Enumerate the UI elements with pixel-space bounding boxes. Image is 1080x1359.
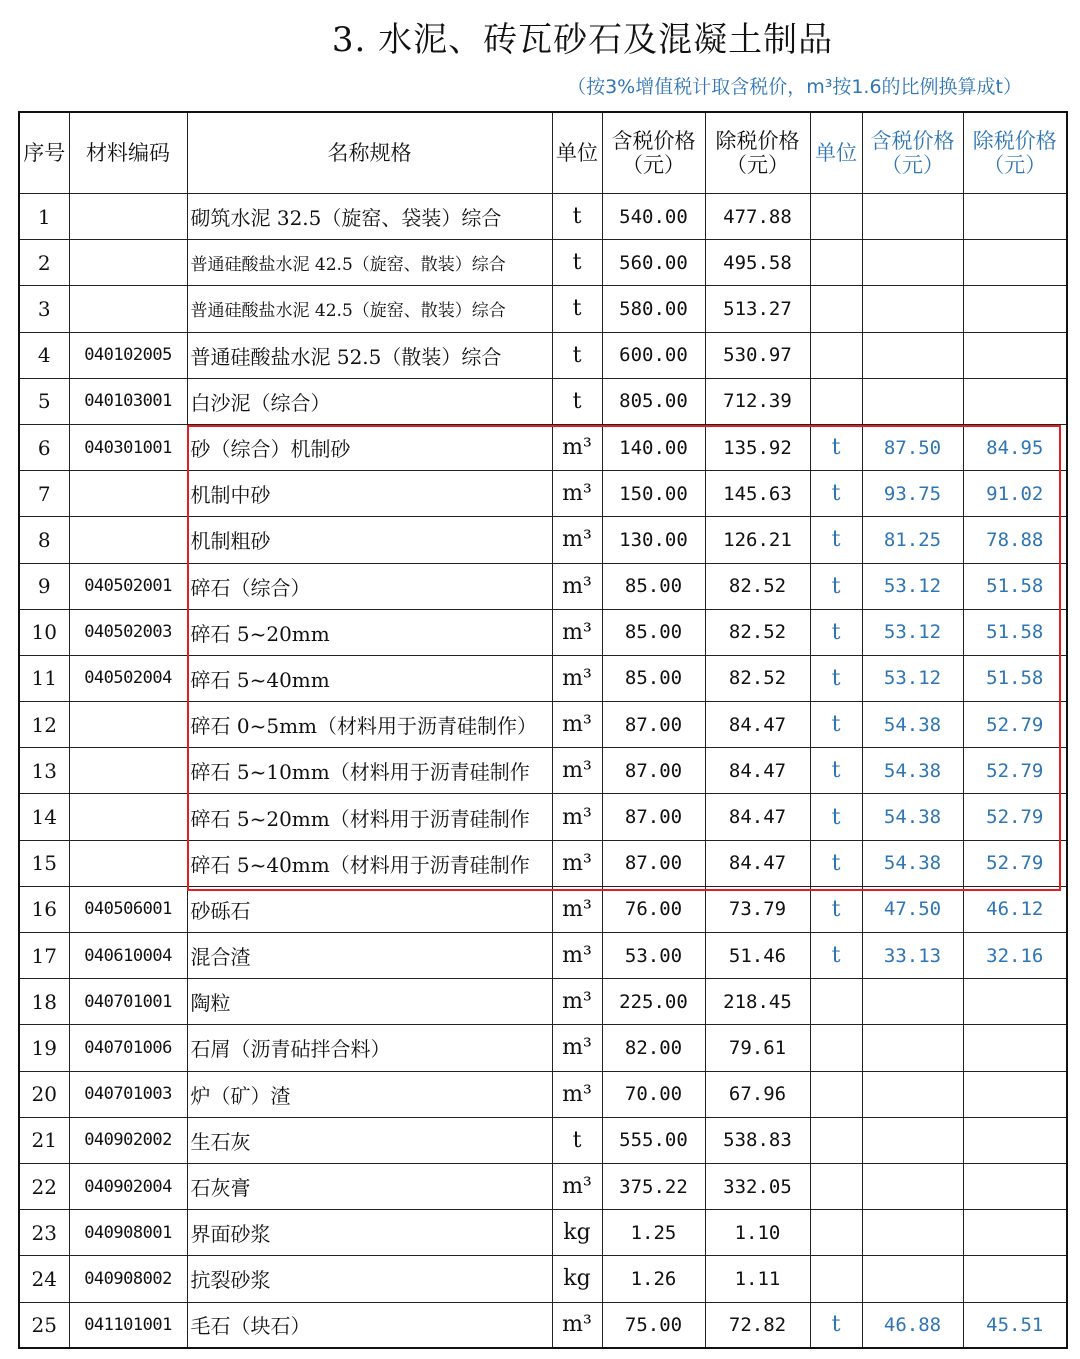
cell-code: 040502004 <box>69 655 187 701</box>
cell-idx: 19 <box>19 1025 69 1071</box>
cell-price-notax: 51.46 <box>705 933 810 979</box>
cell-code: 041101001 <box>69 1302 187 1348</box>
table-row <box>19 240 1067 286</box>
cell-price-tax2 <box>862 1210 963 1256</box>
cell-price-tax: 70.00 <box>602 1071 705 1117</box>
cell-price-notax2 <box>963 1117 1067 1163</box>
cell-price-notax2: 46.12 <box>963 886 1067 932</box>
cell-price-tax2: 47.50 <box>862 886 963 932</box>
cell-price-notax2: 52.79 <box>963 794 1067 840</box>
cell-price-tax2 <box>862 194 963 240</box>
cell-price-notax2 <box>963 1210 1067 1256</box>
cell-name: 碎石 5~20mm <box>187 609 552 655</box>
cell-idx: 8 <box>19 517 69 563</box>
cell-unit: kg <box>552 1210 602 1256</box>
cell-price-notax2: 51.58 <box>963 563 1067 609</box>
cell-unit: m³ <box>552 1025 602 1071</box>
cell-idx: 13 <box>19 748 69 794</box>
cell-price-notax: 84.47 <box>705 702 810 748</box>
cell-name: 界面砂浆 <box>187 1210 552 1256</box>
cell-name: 普通硅酸盐水泥 42.5（旋窑、散装）综合 <box>187 286 552 332</box>
cell-price-notax: 67.96 <box>705 1071 810 1117</box>
cell-name: 普通硅酸盐水泥 52.5（散装）综合 <box>187 332 552 378</box>
cell-idx: 18 <box>19 979 69 1025</box>
cell-unit2 <box>810 1163 862 1209</box>
cell-idx: 24 <box>19 1256 69 1302</box>
cell-name: 陶粒 <box>187 979 552 1025</box>
cell-name: 生石灰 <box>187 1117 552 1163</box>
table-row <box>19 1025 1067 1071</box>
cell-price-tax2: 54.38 <box>862 794 963 840</box>
cell-idx: 15 <box>19 840 69 886</box>
cell-code <box>69 471 187 517</box>
cell-price-notax: 84.47 <box>705 748 810 794</box>
cell-price-notax2 <box>963 1256 1067 1302</box>
cell-price-notax: 1.11 <box>705 1256 810 1302</box>
cell-idx: 1 <box>19 194 69 240</box>
cell-price-notax: 530.97 <box>705 332 810 378</box>
table-row <box>19 563 1067 609</box>
cell-price-tax: 85.00 <box>602 563 705 609</box>
cell-unit2 <box>810 378 862 424</box>
cell-price-notax: 145.63 <box>705 471 810 517</box>
table-row <box>19 748 1067 794</box>
table-row <box>19 1210 1067 1256</box>
cell-unit2: t <box>810 563 862 609</box>
cell-price-notax2 <box>963 378 1067 424</box>
cell-price-notax2 <box>963 332 1067 378</box>
cell-name: 机制粗砂 <box>187 517 552 563</box>
cell-price-tax2: 54.38 <box>862 748 963 794</box>
cell-price-notax: 538.83 <box>705 1117 810 1163</box>
cell-name: 混合渣 <box>187 933 552 979</box>
header-price-tax <box>602 112 705 194</box>
cell-unit2: t <box>810 655 862 701</box>
cell-unit2 <box>810 1210 862 1256</box>
cell-code <box>69 794 187 840</box>
cell-idx: 17 <box>19 933 69 979</box>
cell-unit2 <box>810 194 862 240</box>
cell-price-notax: 82.52 <box>705 655 810 701</box>
cell-name: 炉（矿）渣 <box>187 1071 552 1117</box>
cell-price-tax2: 53.12 <box>862 609 963 655</box>
cell-unit: t <box>552 332 602 378</box>
cell-price-notax2: 32.16 <box>963 933 1067 979</box>
header-name: 名称规格 <box>187 112 552 194</box>
cell-unit2 <box>810 979 862 1025</box>
cell-price-tax: 1.25 <box>602 1210 705 1256</box>
table-header-row <box>19 112 1067 194</box>
cell-name: 石灰膏 <box>187 1163 552 1209</box>
cell-code: 040902002 <box>69 1117 187 1163</box>
cell-price-tax2 <box>862 1025 963 1071</box>
cell-price-tax: 87.00 <box>602 748 705 794</box>
cell-price-notax2: 51.58 <box>963 655 1067 701</box>
cell-price-notax2: 84.95 <box>963 424 1067 470</box>
header-price-tax-text: 含税价格（元） <box>611 129 696 177</box>
cell-price-notax2 <box>963 194 1067 240</box>
cell-price-notax: 84.47 <box>705 840 810 886</box>
cell-unit2 <box>810 1071 862 1117</box>
cell-code: 040701001 <box>69 979 187 1025</box>
cell-unit: m³ <box>552 1071 602 1117</box>
header-price-notax2 <box>963 112 1067 194</box>
cell-price-tax2: 33.13 <box>862 933 963 979</box>
page-title: 3. 水泥、砖瓦砂石及混凝土制品 <box>331 20 834 60</box>
cell-code: 040908001 <box>69 1210 187 1256</box>
header-price-tax2 <box>862 112 963 194</box>
cell-price-tax2 <box>862 1071 963 1117</box>
cell-idx: 14 <box>19 794 69 840</box>
cell-code: 040103001 <box>69 378 187 424</box>
cell-idx: 20 <box>19 1071 69 1117</box>
table-row <box>19 471 1067 517</box>
table-row <box>19 1256 1067 1302</box>
cell-price-tax: 75.00 <box>602 1302 705 1348</box>
cell-unit: t <box>552 378 602 424</box>
cell-code: 040610004 <box>69 933 187 979</box>
cell-idx: 11 <box>19 655 69 701</box>
cell-idx: 22 <box>19 1163 69 1209</box>
table-row <box>19 1071 1067 1117</box>
table-row <box>19 1117 1067 1163</box>
table-row <box>19 286 1067 332</box>
cell-name: 碎石 5~10mm（材料用于沥青硅制作 <box>187 748 552 794</box>
cell-name: 砂（综合）机制砂 <box>187 424 552 470</box>
cell-name: 毛石（块石） <box>187 1302 552 1348</box>
table-row <box>19 1163 1067 1209</box>
cell-price-tax2 <box>862 286 963 332</box>
cell-unit: m³ <box>552 609 602 655</box>
cell-unit2 <box>810 240 862 286</box>
cell-idx: 3 <box>19 286 69 332</box>
cell-price-tax: 76.00 <box>602 886 705 932</box>
cell-idx: 12 <box>19 702 69 748</box>
cell-name: 碎石（综合） <box>187 563 552 609</box>
cell-unit2 <box>810 1117 862 1163</box>
cell-price-notax: 332.05 <box>705 1163 810 1209</box>
price-table <box>18 111 1068 1349</box>
cell-unit: t <box>552 240 602 286</box>
table-body <box>19 194 1067 1349</box>
cell-idx: 4 <box>19 332 69 378</box>
cell-unit2 <box>810 1256 862 1302</box>
cell-price-notax2 <box>963 240 1067 286</box>
cell-price-tax: 130.00 <box>602 517 705 563</box>
cell-idx: 21 <box>19 1117 69 1163</box>
cell-unit2: t <box>810 840 862 886</box>
table-row <box>19 1302 1067 1348</box>
cell-unit: m³ <box>552 886 602 932</box>
cell-price-tax2: 81.25 <box>862 517 963 563</box>
cell-unit: m³ <box>552 471 602 517</box>
table-row <box>19 840 1067 886</box>
cell-unit2: t <box>810 1302 862 1348</box>
cell-price-notax: 79.61 <box>705 1025 810 1071</box>
cell-price-notax: 1.10 <box>705 1210 810 1256</box>
cell-idx: 23 <box>19 1210 69 1256</box>
cell-price-tax2 <box>862 332 963 378</box>
cell-price-notax: 73.79 <box>705 886 810 932</box>
header-code: 材料编码 <box>69 112 187 194</box>
cell-price-notax: 495.58 <box>705 240 810 286</box>
cell-code <box>69 840 187 886</box>
cell-price-notax: 712.39 <box>705 378 810 424</box>
conversion-note: （按3%增值税计取含税价，m³按1.6的比例换算成t） <box>567 76 1022 98</box>
header-unit2: 单位 <box>810 112 862 194</box>
cell-price-notax: 82.52 <box>705 609 810 655</box>
cell-price-tax: 555.00 <box>602 1117 705 1163</box>
cell-unit: m³ <box>552 655 602 701</box>
table-row <box>19 794 1067 840</box>
cell-code <box>69 517 187 563</box>
cell-idx: 10 <box>19 609 69 655</box>
cell-code <box>69 748 187 794</box>
cell-idx: 5 <box>19 378 69 424</box>
table-row <box>19 517 1067 563</box>
cell-price-tax2 <box>862 378 963 424</box>
table-row <box>19 424 1067 470</box>
header-price-notax-text: 除税价格（元） <box>715 129 800 177</box>
cell-price-notax: 82.52 <box>705 563 810 609</box>
cell-unit: t <box>552 1117 602 1163</box>
cell-unit: m³ <box>552 748 602 794</box>
cell-unit: m³ <box>552 979 602 1025</box>
cell-price-notax2 <box>963 1025 1067 1071</box>
cell-price-tax: 1.26 <box>602 1256 705 1302</box>
cell-price-notax2 <box>963 979 1067 1025</box>
cell-unit: kg <box>552 1256 602 1302</box>
table-row <box>19 332 1067 378</box>
table-row <box>19 655 1067 701</box>
cell-price-tax: 150.00 <box>602 471 705 517</box>
cell-name: 碎石 5~20mm（材料用于沥青硅制作 <box>187 794 552 840</box>
cell-price-tax2: 53.12 <box>862 563 963 609</box>
cell-unit2: t <box>810 517 862 563</box>
header-price-notax <box>705 112 810 194</box>
cell-price-tax: 580.00 <box>602 286 705 332</box>
cell-price-tax: 85.00 <box>602 609 705 655</box>
cell-name: 抗裂砂浆 <box>187 1256 552 1302</box>
cell-unit: t <box>552 194 602 240</box>
cell-code <box>69 194 187 240</box>
cell-idx: 25 <box>19 1302 69 1348</box>
table-row <box>19 609 1067 655</box>
cell-code <box>69 240 187 286</box>
cell-price-tax: 87.00 <box>602 840 705 886</box>
cell-name: 机制中砂 <box>187 471 552 517</box>
cell-price-tax: 53.00 <box>602 933 705 979</box>
cell-price-tax: 805.00 <box>602 378 705 424</box>
cell-price-tax2 <box>862 1256 963 1302</box>
header-price-notax2-text: 除税价格（元） <box>972 129 1057 177</box>
cell-unit: m³ <box>552 517 602 563</box>
table-row <box>19 378 1067 424</box>
cell-price-notax2: 52.79 <box>963 748 1067 794</box>
cell-price-tax: 600.00 <box>602 332 705 378</box>
cell-idx: 7 <box>19 471 69 517</box>
cell-price-tax2: 53.12 <box>862 655 963 701</box>
cell-name: 砂砾石 <box>187 886 552 932</box>
table-row <box>19 194 1067 240</box>
cell-unit2: t <box>810 471 862 517</box>
cell-price-tax: 375.22 <box>602 1163 705 1209</box>
cell-unit: t <box>552 286 602 332</box>
cell-unit: m³ <box>552 563 602 609</box>
cell-idx: 9 <box>19 563 69 609</box>
cell-price-tax2: 46.88 <box>862 1302 963 1348</box>
cell-unit: m³ <box>552 1163 602 1209</box>
cell-code: 040502003 <box>69 609 187 655</box>
cell-price-tax2 <box>862 1163 963 1209</box>
cell-unit2: t <box>810 933 862 979</box>
cell-unit2: t <box>810 609 862 655</box>
cell-code: 040102005 <box>69 332 187 378</box>
cell-unit2: t <box>810 794 862 840</box>
cell-price-notax: 84.47 <box>705 794 810 840</box>
cell-unit: m³ <box>552 1302 602 1348</box>
cell-unit2: t <box>810 424 862 470</box>
cell-unit2 <box>810 286 862 332</box>
table-row <box>19 702 1067 748</box>
cell-price-tax2: 54.38 <box>862 840 963 886</box>
cell-price-tax: 85.00 <box>602 655 705 701</box>
cell-code: 040701006 <box>69 1025 187 1071</box>
cell-name: 砌筑水泥 32.5（旋窑、袋装）综合 <box>187 194 552 240</box>
cell-price-tax2: 93.75 <box>862 471 963 517</box>
cell-price-notax2 <box>963 286 1067 332</box>
cell-code <box>69 702 187 748</box>
cell-unit: m³ <box>552 702 602 748</box>
cell-price-notax: 126.21 <box>705 517 810 563</box>
cell-price-notax2: 91.02 <box>963 471 1067 517</box>
cell-code: 040902004 <box>69 1163 187 1209</box>
header-unit: 单位 <box>552 112 602 194</box>
cell-price-tax: 140.00 <box>602 424 705 470</box>
cell-unit2: t <box>810 886 862 932</box>
cell-code: 040502001 <box>69 563 187 609</box>
table-row <box>19 979 1067 1025</box>
cell-price-tax2 <box>862 979 963 1025</box>
cell-name: 碎石 5~40mm <box>187 655 552 701</box>
cell-price-tax2: 87.50 <box>862 424 963 470</box>
cell-code: 040301001 <box>69 424 187 470</box>
cell-price-tax: 82.00 <box>602 1025 705 1071</box>
cell-idx: 16 <box>19 886 69 932</box>
cell-price-notax: 477.88 <box>705 194 810 240</box>
cell-code: 040908002 <box>69 1256 187 1302</box>
cell-idx: 6 <box>19 424 69 470</box>
cell-unit: m³ <box>552 840 602 886</box>
cell-unit: m³ <box>552 424 602 470</box>
cell-price-tax: 87.00 <box>602 702 705 748</box>
cell-price-notax: 218.45 <box>705 979 810 1025</box>
header-idx: 序号 <box>19 112 69 194</box>
cell-price-notax2: 45.51 <box>963 1302 1067 1348</box>
cell-name: 碎石 0~5mm（材料用于沥青硅制作） <box>187 702 552 748</box>
cell-price-tax2: 54.38 <box>862 702 963 748</box>
cell-code <box>69 286 187 332</box>
cell-price-tax2 <box>862 240 963 286</box>
cell-price-tax2 <box>862 1117 963 1163</box>
cell-unit2: t <box>810 702 862 748</box>
table-row <box>19 933 1067 979</box>
cell-unit2: t <box>810 748 862 794</box>
cell-unit: m³ <box>552 794 602 840</box>
cell-unit2 <box>810 332 862 378</box>
cell-price-tax: 540.00 <box>602 194 705 240</box>
cell-price-notax2 <box>963 1071 1067 1117</box>
header-price-tax2-text: 含税价格（元） <box>870 129 955 177</box>
cell-name: 白沙泥（综合） <box>187 378 552 424</box>
cell-name: 石屑（沥青砧拌合料） <box>187 1025 552 1071</box>
cell-price-notax2: 52.79 <box>963 840 1067 886</box>
cell-price-notax2 <box>963 1163 1067 1209</box>
cell-price-notax: 513.27 <box>705 286 810 332</box>
cell-price-tax: 560.00 <box>602 240 705 286</box>
cell-name: 碎石 5~40mm（材料用于沥青硅制作 <box>187 840 552 886</box>
cell-price-notax: 72.82 <box>705 1302 810 1348</box>
cell-price-notax: 135.92 <box>705 424 810 470</box>
cell-unit2 <box>810 1025 862 1071</box>
cell-price-tax: 225.00 <box>602 979 705 1025</box>
cell-unit: m³ <box>552 933 602 979</box>
cell-price-notax2: 51.58 <box>963 609 1067 655</box>
cell-code: 040701003 <box>69 1071 187 1117</box>
cell-price-notax2: 52.79 <box>963 702 1067 748</box>
cell-code: 040506001 <box>69 886 187 932</box>
table-row <box>19 886 1067 932</box>
cell-price-tax: 87.00 <box>602 794 705 840</box>
cell-idx: 2 <box>19 240 69 286</box>
cell-price-notax2: 78.88 <box>963 517 1067 563</box>
cell-name: 普通硅酸盐水泥 42.5（旋窑、散装）综合 <box>187 240 552 286</box>
